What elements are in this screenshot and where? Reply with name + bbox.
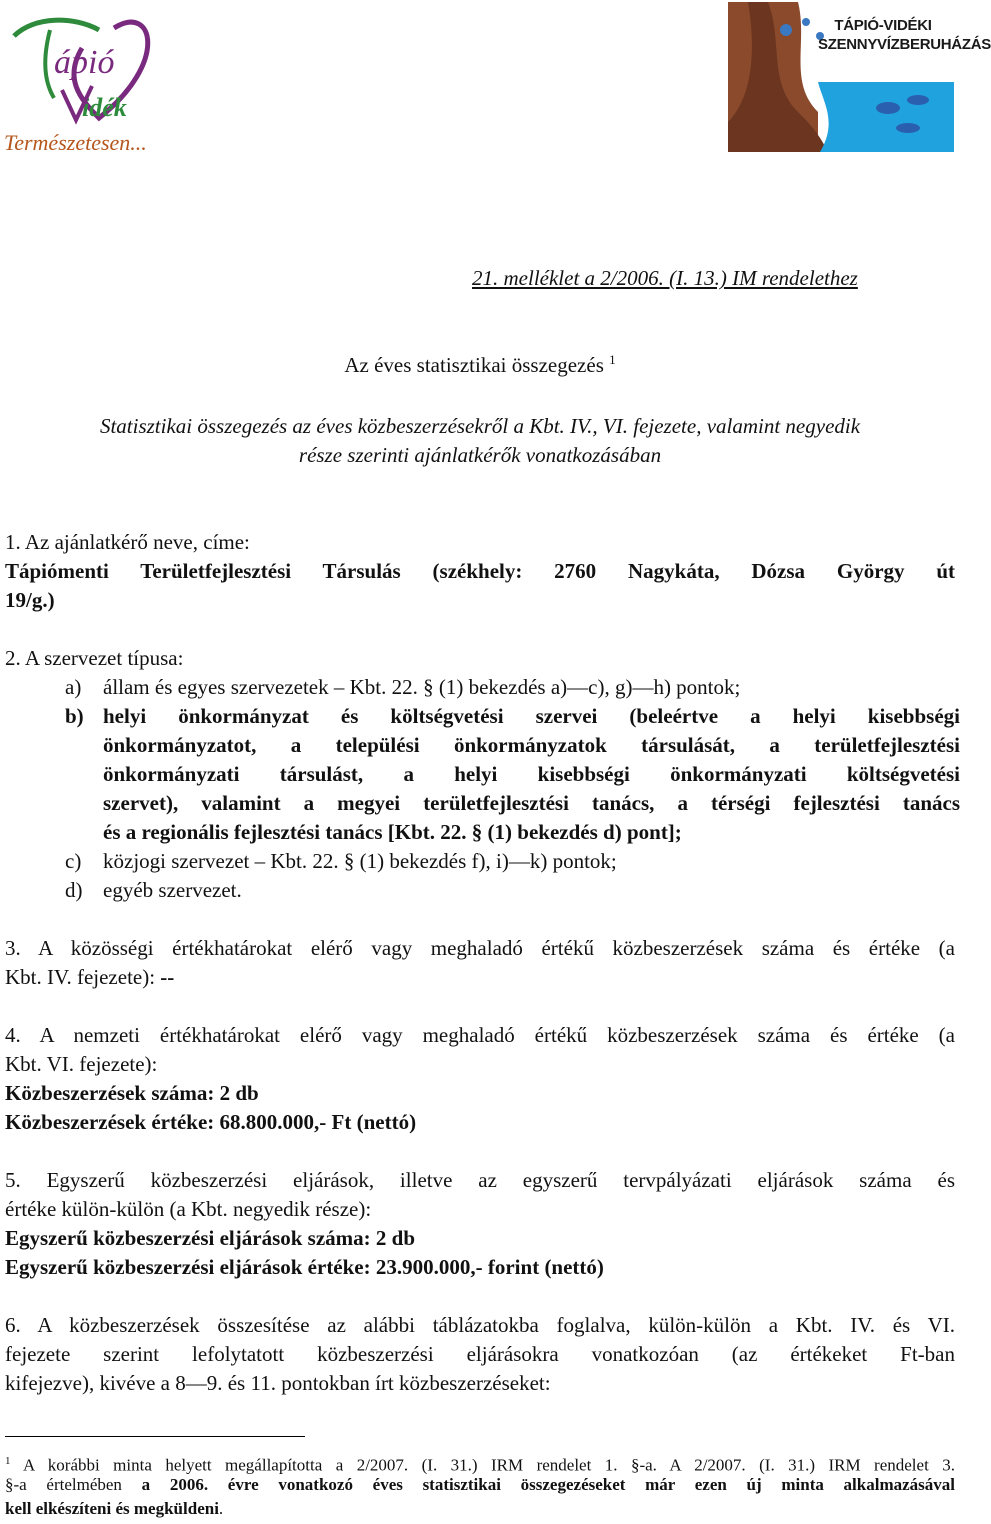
document-title: Az éves statisztikai összegezés $^1$: [344, 352, 616, 377]
section-3-value: Kbt. IV. fejezete): --: [5, 965, 175, 989]
logo-tagline: Természetesen...: [4, 130, 147, 155]
section-2-heading: 2. A szervezet típusa:: [5, 646, 184, 670]
section-1-value: Tápiómenti Területfejlesztési Társulás (székhely: 2760 Nagykáta, Dózsa György út: [5, 559, 955, 583]
svg-text:ápió: ápió: [54, 44, 115, 81]
org-type-b-line: és a regionális fejlesztési tanács [Kbt. 22. § (1) bekezdés d) pont];: [103, 820, 682, 844]
section-5-value: Egyszerű közbeszerzési eljárások értéke: 23.900.000,- forint (nettó): [5, 1255, 604, 1279]
footnote-mark: 1: [609, 352, 616, 367]
section-4-heading-cont: Kbt. VI. fejezete):: [5, 1052, 158, 1076]
section-6-text: fejezete szerint lefolytatott közbeszerzési eljárásokra vonatkozóan (az értékeket Ft-ban: [5, 1342, 955, 1366]
footnote-cont: §-a értelmében a 2006. évre vonatkozó éves statisztikai összegezéseket már ezen új minta alkalmazásával: [5, 1475, 956, 1494]
footnote-end: kell elkészíteni és megküldeni.: [5, 1499, 224, 1518]
section-4-count: Közbeszerzések száma: 2 db: [5, 1081, 259, 1105]
section-1-value-cont: 19/g.): [5, 588, 55, 612]
logo-brand-text: TÁPIÓ-VIDÉKI SZENNYVÍZBERUHÁZÁS: [818, 17, 991, 53]
footnote-divider: [5, 1436, 305, 1437]
section-5-count: Egyszerű közbeszerzési eljárások száma: 2 db: [5, 1226, 416, 1250]
svg-text:idék: idék: [82, 93, 127, 122]
section-6-text-end: kifejezve), kivéve a 8—9. és 11. pontokban írt közbeszerzéseket:: [5, 1371, 551, 1395]
section-6-heading: 6. A közbeszerzések összesítése az alábbi táblázatokba foglalva, külön-külön a Kbt. IV. és VI.: [5, 1313, 955, 1337]
footnote: $^1$ A korábbi minta helyett megállapította a 2/2007. (I. 31.) IRM rendelet 1. §-a. A 2/2007. (I. 31.) IRM rendelet 3.: [5, 1455, 955, 1475]
section-3-heading: 3. A közösségi értékhatárokat elérő vagy meghaladó értékű közbeszerzések száma és értéke (a: [5, 936, 955, 960]
org-type-b-line: önkormányzati társulást, a helyi kisebbségi önkormányzati költségvetési: [103, 762, 960, 786]
section-5-heading-cont: értéke külön-külön (a Kbt. negyedik része):: [5, 1197, 372, 1221]
section-4-value: Közbeszerzések értéke: 68.800.000,- Ft (nettó): [5, 1110, 417, 1134]
section-4-heading: 4. A nemzeti értékhatárokat elérő vagy meghaladó értékű közbeszerzések száma és értéke (a: [5, 1023, 955, 1047]
org-type-b-line: szervet), valamint a megyei területfejlesztési tanács, a térségi fejlesztési tanács: [103, 791, 960, 815]
section-5-heading: 5. Egyszerű közbeszerzési eljárások, illetve az egyszerű tervpályázati eljárások száma és: [5, 1168, 955, 1192]
org-type-b-line: önkormányzatot, a települési önkormányzatok társulását, a területfejlesztési: [103, 733, 960, 757]
section-1-heading: 1. Az ajánlatkérő neve, címe:: [5, 530, 250, 554]
regulation-reference: 21. melléklet a 2/2006. (I. 13.) IM rendelethez: [472, 266, 858, 290]
szennyviz-logo: [728, 2, 991, 152]
document-subtitle: Statisztikai összegezés az éves közbeszerzésekről a Kbt. IV., VI. fejezete, valamint negyedik része szerinti ajánlatkérők vonatkozásában: [99, 414, 861, 467]
tapio-videk-logo: [4, 8, 164, 156]
